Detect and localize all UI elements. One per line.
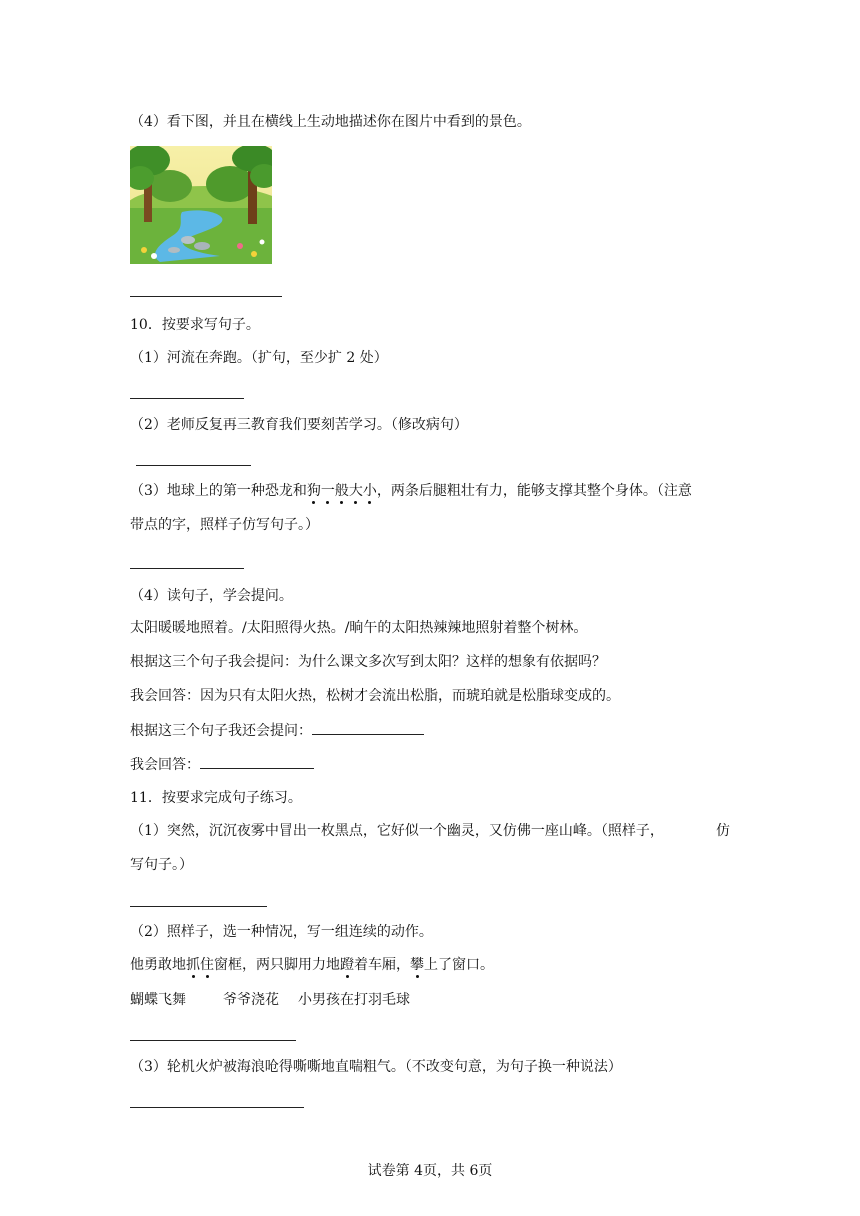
dotted-char: 般 [334,483,349,499]
q10-1-prompt: （1）河流在奔跑。（扩句，至少扩 2 处） [130,350,388,366]
answer-line-q10-1[interactable] [130,398,244,399]
q10-4-question-example: 根据这三个句子我会提问：为什么课文多次写到太阳？这样的想象有依据吗？ [130,654,606,670]
option-boy-badminton: 小男孩在打羽毛球 [298,992,410,1008]
answer-line-q11-3[interactable] [130,1107,304,1108]
dotted-char: 大 [348,483,363,499]
q11-2-title: （2）照样子，选一种情况，写一组连续的动作。 [130,924,433,940]
option-grandpa: 爷爷浇花 [223,992,279,1008]
dotted-char: 住 [200,957,214,973]
answer-line-q10-2[interactable] [136,465,251,466]
option-butterfly: 蝴蝶飞舞 [130,992,186,1008]
q11-2-example: 他勇敢地抓住窗框，两只脚用力地蹬着车厢，攀上了窗口。 [130,957,494,973]
q10-3-prompt-line2: 带点的字，照样子仿写句子。） [130,517,319,533]
q10-2-prompt: （2）老师反复再三教育我们要刻苦学习。（修改病句） [130,417,468,433]
dotted-char: 一 [320,483,335,499]
landscape-picture [130,146,272,264]
q11-title: 11．按要求完成句子练习。 [130,790,302,806]
dotted-char: 小 [362,483,377,499]
q11-1-prompt-line2: 写句子。） [130,857,193,873]
q11-2-options [130,990,410,1010]
answer-line-q9-4[interactable] [130,296,282,297]
q10-3-prompt-line1: （3）地球上的第一种恐龙和狗一般大小，两条后腿粗壮有力，能够支撑其整个身体。（注意 [130,483,692,499]
q10-4-answer-prompt: 我会回答： [130,754,314,775]
q10-title: 10．按要求写句子。 [130,317,260,333]
dotted-char: 攀 [410,957,424,973]
q10-4-title: （4）读句子，学会提问。 [130,588,293,604]
q10-4-sentences: 太阳暖暖地照着。/太阳照得火热。/晌午的太阳热辣辣地照射着整个树林。 [130,620,588,636]
answer-line-q10-4-question[interactable] [312,720,424,735]
answer-line-q10-4-answer[interactable] [200,754,314,769]
q10-4-question-prompt: 根据这三个句子我还会提问： [130,720,424,741]
q11-1-prompt-line1: （1）突然，沉沉夜雾中冒出一枚黑点，它好似一个幽灵，又仿佛一座山峰。（照样子， 仿 [130,823,730,839]
page-footer: 试卷第 4页，共 6页 [367,1163,493,1179]
answer-line-q10-3[interactable] [130,568,244,569]
answer-line-q11-1[interactable] [130,906,267,907]
dotted-char: 蹬 [340,957,354,973]
dotted-char: 抓 [186,957,200,973]
q11-3-prompt: （3）轮机火炉被海浪呛得嘶嘶地直喘粗气。（不改变句意，为句子换一种说法） [130,1059,622,1075]
dotted-char: 狗 [306,483,321,499]
q9-4-prompt: （4）看下图，并且在横线上生动地描述你在图片中看到的景色。 [130,114,531,130]
answer-line-q11-2[interactable] [130,1040,296,1041]
q10-4-answer-example: 我会回答：因为只有太阳火热，松树才会流出松脂，而琥珀就是松脂球变成的。 [130,688,620,704]
